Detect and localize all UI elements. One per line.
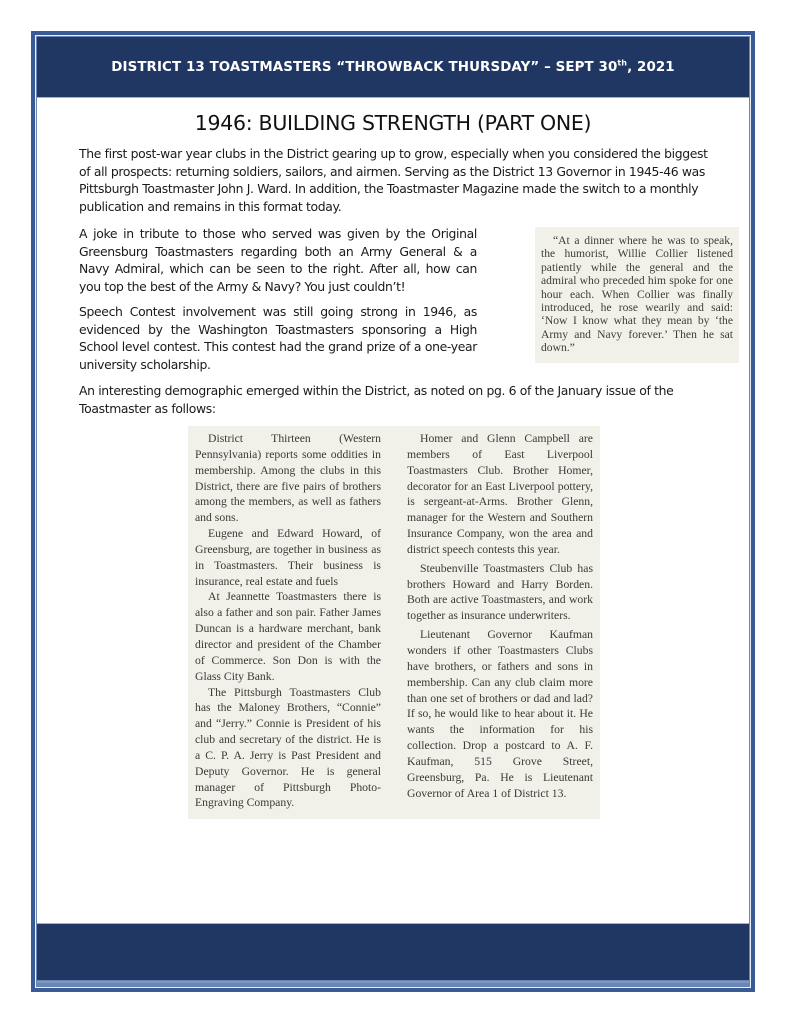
header-banner (37, 37, 749, 97)
clipping-right-column (407, 431, 593, 811)
clipping-left-paragraph: The Pittsburgh Toastmasters Club has the Maloney Brothers, “Connie” and “Jerry.” Connie is President of his club and secretary of the district. He is a C. P. A. Jerry is Past President and Deputy Governor. He is general manager of Pittsburgh Photo-Engraving Company. (195, 685, 381, 810)
article-content (79, 110, 733, 819)
clipping-left-paragraph: At Jeannette Toastmasters there is also a father and son pair. Father James Duncan is a hardware merchant, bank director and president of the Chamber of Commerce. Son Don is with the Glass City Bank. (195, 590, 381, 683)
clipping-right-paragraph: Homer and Glenn Campbell are members of East Liverpool Toastmasters Club. Brother Homer, decorator for an East Liverpool pottery, is sergeant-at-Arms. Brother Glenn, manager for the Western and Southern Insurance Company, won the area and district speech contests this year. (407, 432, 593, 556)
intro-paragraph: The first post-war year clubs in the District gearing up to grow, especially when you considered the biggest of all prospects: returning soldiers, sailors, and airmen. Serving as the District 13 Governor in 1945-46 was Pittsburgh Toastmaster John J. Ward. In addition, the Toastmaster Magazine made the switch to a monthly publication and remains in this format today. (79, 146, 708, 214)
article-title: 1946: BUILDING STRENGTH (PART ONE) (194, 111, 592, 135)
newspaper-clipping-demographics (188, 426, 600, 819)
clipping-left-paragraph: District Thirteen (Western Pennsylvania) reports some oddities in membership. Among the clubs in this District, there are five pairs of brothers among the members, as well as fathers and sons. (195, 432, 381, 525)
clipping-joke-text-block (541, 234, 733, 355)
newspaper-clipping-joke (535, 227, 739, 363)
footer-banner (37, 924, 749, 980)
joke-paragraph: A joke in tribute to those who served was given by the Original Greensburg Toastmasters regarding both an Army General & a Navy Admiral, which can be seen to the right. After all, how can you top the best of the Army & Navy? You just couldn’t! (79, 226, 477, 294)
clipping-left-paragraph: Eugene and Edward Howard, of Greensburg, are together in business as in Toastmasters. Their business is insurance, real estate and fuels (195, 527, 381, 588)
clipping-joke-text: “At a dinner where he was to speak, the humorist, Willie Collier listened patiently while the general and the admiral who preceded him spoke for one hour each. When Collier was finally introduced, he rose wearily and said: ‘Now I know what they mean by ‘the Army and Navy forever.’ Then he sat down.” (541, 234, 733, 355)
clipping-left-column (195, 431, 381, 811)
banner-text-main: DISTRICT 13 TOASTMASTERS “THROWBACK THURSDAY” – SEPT 30 (111, 59, 618, 75)
demographic-paragraph: An interesting demographic emerged within the District, as noted on pg. 6 of the January issue of the Toastmaster as follows: (79, 383, 674, 416)
speech-contest-paragraph: Speech Contest involvement was still going strong in 1946, as evidenced by the Washington Toastmasters sponsoring a High School level contest. This contest had the grand prize of a one-year university scholarship. (79, 304, 477, 372)
clipping-right-paragraph: Steubenville Toastmasters Club has brothers Howard and Harry Borden. Both are active Toastmasters, and work together as insurance underwriters. (407, 561, 593, 623)
clipping-right-paragraph: Lieutenant Governor Kaufman wonders if other Toastmasters Clubs have brothers, or fathers and sons in membership. Can any club claim more than one set of brothers or dad and lad? If so, he would like to hear about it. He wants the information for his collection. Drop a postcard to A. F. Kaufman, 515 Grove Street, Greensburg, Pa. He is Lieutenant Governor of Area 1 of District 13. (407, 628, 593, 800)
joke-section-text (79, 225, 477, 373)
header-divider (37, 97, 749, 98)
footer-underline (37, 981, 749, 983)
banner-text-superscript: th (617, 58, 628, 68)
joke-section (79, 225, 733, 373)
banner-text (111, 60, 674, 75)
banner-text-year: , 2021 (627, 59, 675, 75)
